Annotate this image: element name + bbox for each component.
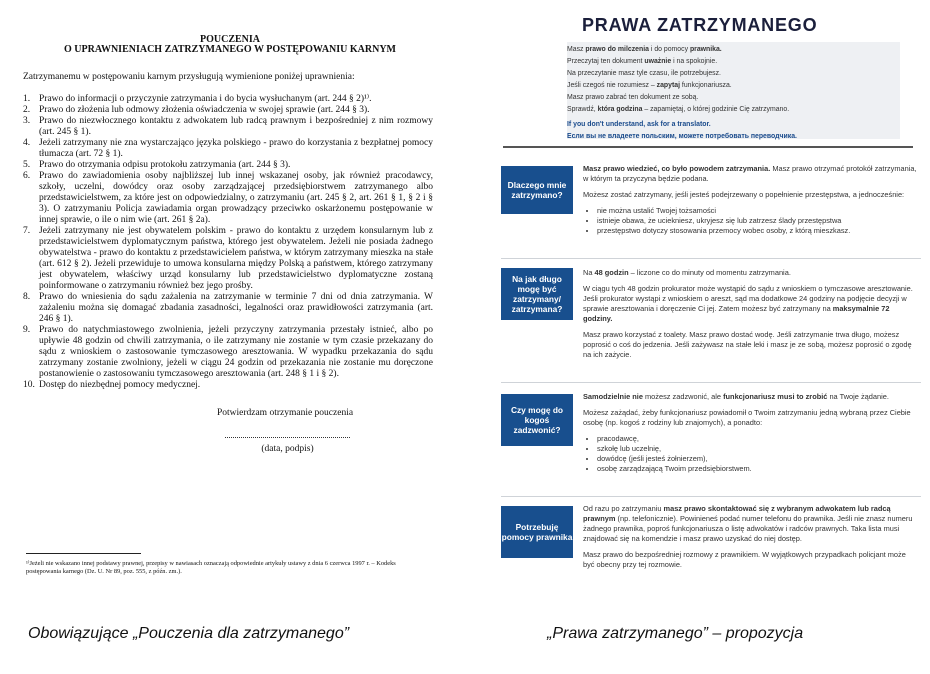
item-text: Prawo do zawiadomienia osoby najbliższej lub innej wskazanej osoby, jak również pracodawcy, szkoły, uczelni, dowódcy oraz osoby zarządzającej przedsiębiorstwem zatrzymanego albo przedstawicielstwem, za które jest on odpowiedzialny, o zatrzymaniu (art. 245 § 2, art. 261 § 1, § 2 i § 3). O zatrzymaniu Policja zawiadamia organ prowadzący przeciwko oskarżonemu postępowanie w innej sprawie, o ile o nim wie (art. 261 § 2a). (39, 171, 433, 225)
caption-right: „Prawa zatrzymanego” – propozycja (547, 625, 804, 642)
item-number: 9. (23, 325, 31, 335)
section-content (583, 504, 917, 576)
paragraph: Masz prawo wiedzieć, co było powodem zatrzymania. Masz prawo otrzymać protokół zatrzymania, w którym ta przyczyna będzie podana. (583, 164, 917, 183)
intro-line: Sprawdź, która godzina – zapamiętaj, o której godzinie Cię zatrzymano. (567, 106, 790, 113)
intro-line: Masz prawo zabrać ten dokument ze sobą. (567, 94, 699, 101)
item-number: 8. (23, 292, 31, 302)
paragraph: Samodzielnie nie możesz zadzwonić, ale funkcjonariusz musi to zrobić na Twoje żądanie. (583, 392, 889, 401)
confirmation-text: Potwierdzam otrzymanie pouczenia (216, 408, 354, 418)
rights-list (23, 94, 433, 391)
intro-line: Jeśli czegoś nie rozumiesz – zapytaj funkcjonariusza. (567, 82, 732, 89)
item-text: Prawo do informacji o przyczynie zatrzymania i do bycia wysłuchanym (art. 244 § 2)¹⁾. (39, 94, 372, 104)
intro-russian: Если вы не владеете польским, можете потребовать переводчика. (567, 133, 797, 140)
item-number: 5. (23, 160, 31, 170)
item-text: Jeżeli zatrzymany nie jest obywatelem polskim - prawo do kontaktu z urzędem konsularnym lub z przedstawicielstwem dyplomatycznym państwa, którego jest obywatelem. Jeżeli nie posiada żadnego obywatelstwa - prawo do kontaktu z przedstawicielem państwa, w którym zatrzymany mieszka na stałe (art. 612 § 2). Jeżeli przewiduje to umowa konsularna między Polską a państwem, którego zatrzymany jest obywatelem, właściwy urząd konsularny lub przedstawicielstwo dyplomatyczne zostaną poinformowane o zatrzymaniu również bez jego prośby. (39, 226, 433, 291)
section-divider (503, 146, 913, 148)
intro-line: Przeczytaj ten dokument uważnie i na spokojnie. (567, 58, 718, 65)
list-item: • szkołę lub uczelnię, (597, 444, 917, 454)
section-rule (501, 382, 921, 383)
list-item (23, 325, 433, 380)
right-document (485, 0, 930, 615)
list-item (23, 105, 433, 116)
list-item (23, 116, 433, 138)
list-item (23, 380, 433, 391)
list-item (23, 226, 433, 292)
item-text: Prawo do złożenia lub odmowy złożenia oświadczenia w swojej sprawie (art. 244 § 3). (39, 105, 370, 115)
list-item: • nie można ustalić Twojej tożsamości (597, 206, 917, 216)
item-text: Prawo do niezwłocznego kontaktu z adwokatem lub radcą prawnym i bezpośredniej z nim rozmowy (art. 245 § 1). (39, 116, 433, 137)
list-item (23, 292, 433, 325)
intro-english: If you don't understand, ask for a translator. (567, 121, 711, 128)
section-label: Dlaczego mnie zatrzymano? (501, 166, 573, 214)
list-item (23, 160, 433, 171)
paragraph: Na 48 godzin – liczone co do minuty od momentu zatrzymania. (583, 268, 791, 277)
item-text: Dostęp do niezbędnej pomocy medycznej. (39, 380, 201, 390)
section-label: Czy mogę do kogoś zadzwonić? (501, 394, 573, 446)
document-title: POUCZENIA (199, 34, 260, 45)
section-content (583, 392, 917, 480)
caption-left: Obowiązujące „Pouczenia dla zatrzymanego” (28, 625, 350, 642)
item-number: 7. (23, 226, 31, 236)
section-content (583, 268, 917, 366)
list-item: • pracodawcę, (597, 434, 917, 444)
item-text: Jeżeli zatrzymany nie zna wystarczająco języka polskiego - prawo do korzystania z bezpłatnej pomocy tłumacza (art. 72 § 1). (39, 138, 433, 159)
intro-box (567, 42, 900, 139)
footnote: ¹⁾Jeżeli nie wskazano innej podstawy prawnej, przepisy w nawiasach oznaczają odpowiednie artykuły ustawy z dnia 6 czerwca 1997 r. – Kodeks postępowania karnego (Dz. U. Nr 89, poz. 555, z późn. zm.). (26, 560, 396, 575)
paragraph: Od razu po zatrzymaniu masz prawo skontaktować się z wybranym adwokatem lub radcą prawnym (np. telefonicznie). Powinieneś podać numer telefonu do prawnika. Jeśli nie znasz numeru żadnego prawnika, poproś funkcjonariusza o listę adwokatów i radców prawnych. Taka lista musi znajdować się na komendzie i masz prawo uzyskać do niej dostęp. (583, 504, 913, 543)
list-item (23, 138, 433, 160)
section-rule (501, 258, 921, 259)
paragraph: W ciągu tych 48 godzin prokurator może wystąpić do sądu z wnioskiem o tymczasowe aresztowanie. Jeśli prokurator wystąpi z wnioskiem o areszt, sąd ma dodatkowe 24 godziny na podjęcie decyzji w sprawie aresztowania i doręczenie Ci jej. Zatem możesz być zatrzymany na maksymalnie 72 godziny. (583, 284, 913, 323)
section-label: Na jak długo mogę być zatrzymany/ zatrzymana? (501, 268, 573, 320)
section-label: Potrzebuję pomocy prawnika (501, 506, 573, 558)
item-number: 3. (23, 116, 31, 126)
intro-line: Masz prawo do milczenia i do pomocy prawnika. (567, 46, 722, 53)
signature-label: (data, podpis) (261, 444, 314, 454)
item-number: 10. (23, 380, 35, 390)
section-content (583, 164, 917, 242)
list-item: • istnieje obawa, że uciekniesz, ukryjesz się lub zatrzesz ślady przestępstwa (597, 216, 917, 226)
bullet-list (583, 434, 917, 474)
bullet-list (583, 206, 917, 236)
document-intro: Zatrzymanemu w postępowaniu karnym przysługują wymienione poniżej uprawnienia: (23, 72, 355, 82)
item-number: 4. (23, 138, 31, 148)
proposal-title: PRAWA ZATRZYMANEGO (582, 15, 818, 35)
item-number: 2. (23, 105, 31, 115)
left-document (0, 0, 460, 615)
paragraph: Masz prawo do bezpośredniej rozmowy z prawnikiem. W wyjątkowych przypadkach policjant może być obecny przy tej rozmowie. (583, 550, 906, 569)
item-text: Prawo do otrzymania odpisu protokołu zatrzymania (art. 244 § 3). (39, 160, 291, 170)
list-item: • przestępstwo dotyczy stosowania przemocy wobec osoby, z którą mieszkasz. (597, 226, 917, 236)
paragraph: Masz prawo korzystać z toalety. Masz prawo dostać wodę. Jeśli zatrzymanie trwa długo, możesz poprosić o coś do jedzenia. Jeśli zażywasz na stałe leki i masz je ze sobą, możesz poprosić o zgodę na ich zażycie. (583, 330, 912, 359)
footnote-divider (26, 553, 141, 554)
document-subtitle: O UPRAWNIENIACH ZATRZYMANEGO W POSTĘPOWANIU KARNYM (64, 44, 396, 55)
list-item (23, 94, 433, 105)
list-item: • osobę zarządzającą Twoim przedsiębiorstwem. (597, 464, 917, 474)
item-text: Prawo do wniesienia do sądu zażalenia na zatrzymanie w terminie 7 dni od dnia zatrzymania. W zażaleniu można się domagać zbadania zasadności, legalności oraz prawidłowości zatrzymania (art. 246 § 1). (39, 292, 433, 324)
section-rule (501, 496, 921, 497)
signature-line (225, 437, 350, 438)
item-text: Prawo do natychmiastowego zwolnienia, jeżeli przyczyny zatrzymania przestały istnieć, albo po upływie 48 godzin od chwili zatrzymania, o ile zatrzymany nie zostanie w tym czasie przekazany do sądu z wnioskiem o zastosowanie tymczasowego aresztowania. W wypadku przekazania do sądu zatrzymany zostanie zwolniony, jeżeli w ciągu 24 godzin od przekazania nie zostanie mu doręczone postanowienie o zastosowaniu tymczasowego aresztowania (art. 248 § 1 i § 2). (39, 325, 433, 379)
item-number: 1. (23, 94, 31, 104)
list-item: • dowódcę (jeśli jesteś żołnierzem), (597, 454, 917, 464)
item-number: 6. (23, 171, 31, 181)
paragraph: Możesz zostać zatrzymany, jeśli jesteś podejrzewany o popełnienie przestępstwa, a jednocześnie: (583, 190, 905, 199)
intro-line: Na przeczytanie masz tyle czasu, ile potrzebujesz. (567, 70, 721, 77)
list-item (23, 171, 433, 226)
paragraph: Możesz zażądać, żeby funkcjonariusz powiadomił o Twoim zatrzymaniu jedną wybraną przez Ciebie osobę (np. kogoś z rodziny lub znajomych), a ponadto: (583, 408, 911, 427)
